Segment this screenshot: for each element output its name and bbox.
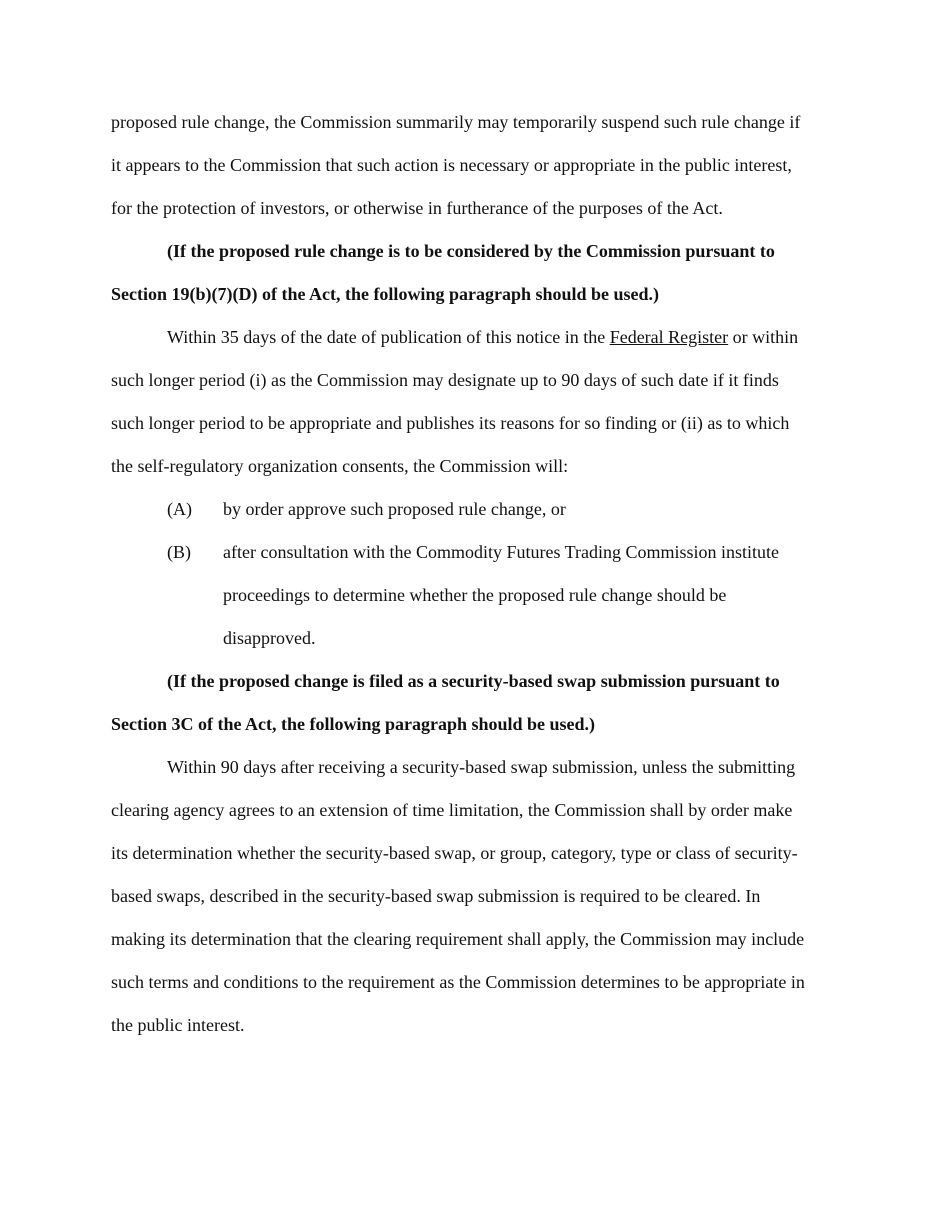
paragraph-35-days [111, 316, 833, 488]
heading-line: Section 19(b)(7)(D) of the Act, the following paragraph should be used.) [111, 284, 660, 304]
federal-register-reference: Federal Register [609, 327, 729, 347]
text-line: for the protection of investors, or otherwise in furtherance of the purposes of the Act. [111, 198, 723, 218]
paragraph-90-days [111, 746, 833, 1047]
list-text: after consultation with the Commodity Futures Trading Commission institute [223, 542, 779, 562]
document-page [111, 101, 833, 1047]
text-line: its determination whether the security-based swap, or group, category, type or class of security- [111, 843, 798, 863]
text-line: such terms and conditions to the requirement as the Commission determines to be appropriate in [111, 972, 805, 992]
heading-section-3c [111, 660, 833, 746]
commission-action-list [111, 488, 833, 660]
text-line: such longer period to be appropriate and publishes its reasons for so finding or (ii) as to which [111, 413, 790, 433]
text-line: based swaps, described in the security-based swap submission is required to be cleared. In [111, 886, 761, 906]
list-text: proceedings to determine whether the proposed rule change should be [223, 585, 727, 605]
text-segment: or within [728, 327, 799, 347]
text-line: proposed rule change, the Commission summarily may temporarily suspend such rule change if [111, 112, 801, 132]
text-line: making its determination that the clearing requirement shall apply, the Commission may include [111, 929, 805, 949]
heading-section-19b7d [111, 230, 833, 316]
text-line: it appears to the Commission that such action is necessary or appropriate in the public interest, [111, 155, 792, 175]
text-line: the self-regulatory organization consents, the Commission will: [111, 456, 569, 476]
text-line: Within 90 days after receiving a security-based swap submission, unless the submitting [167, 757, 796, 777]
paragraph-suspension [111, 101, 833, 230]
text-line: such longer period (i) as the Commission may designate up to 90 days of such date if it finds [111, 370, 779, 390]
heading-line: (If the proposed change is filed as a security-based swap submission pursuant to [167, 671, 780, 691]
heading-line: Section 3C of the Act, the following paragraph should be used.) [111, 714, 596, 734]
list-item-b [111, 531, 833, 660]
list-text: by order approve such proposed rule change, or [223, 499, 566, 519]
list-row [111, 488, 833, 531]
list-row [111, 531, 833, 574]
list-text: disapproved. [223, 628, 316, 648]
list-label: (A) [167, 499, 192, 519]
text-line [111, 316, 833, 359]
text-line: the public interest. [111, 1015, 245, 1035]
list-item-a [111, 488, 833, 531]
list-label: (B) [167, 542, 191, 562]
text-segment: Within 35 days of the date of publication of this notice in the [167, 327, 610, 347]
heading-line: (If the proposed rule change is to be considered by the Commission pursuant to [167, 241, 775, 261]
text-line: clearing agency agrees to an extension of time limitation, the Commission shall by order make [111, 800, 793, 820]
